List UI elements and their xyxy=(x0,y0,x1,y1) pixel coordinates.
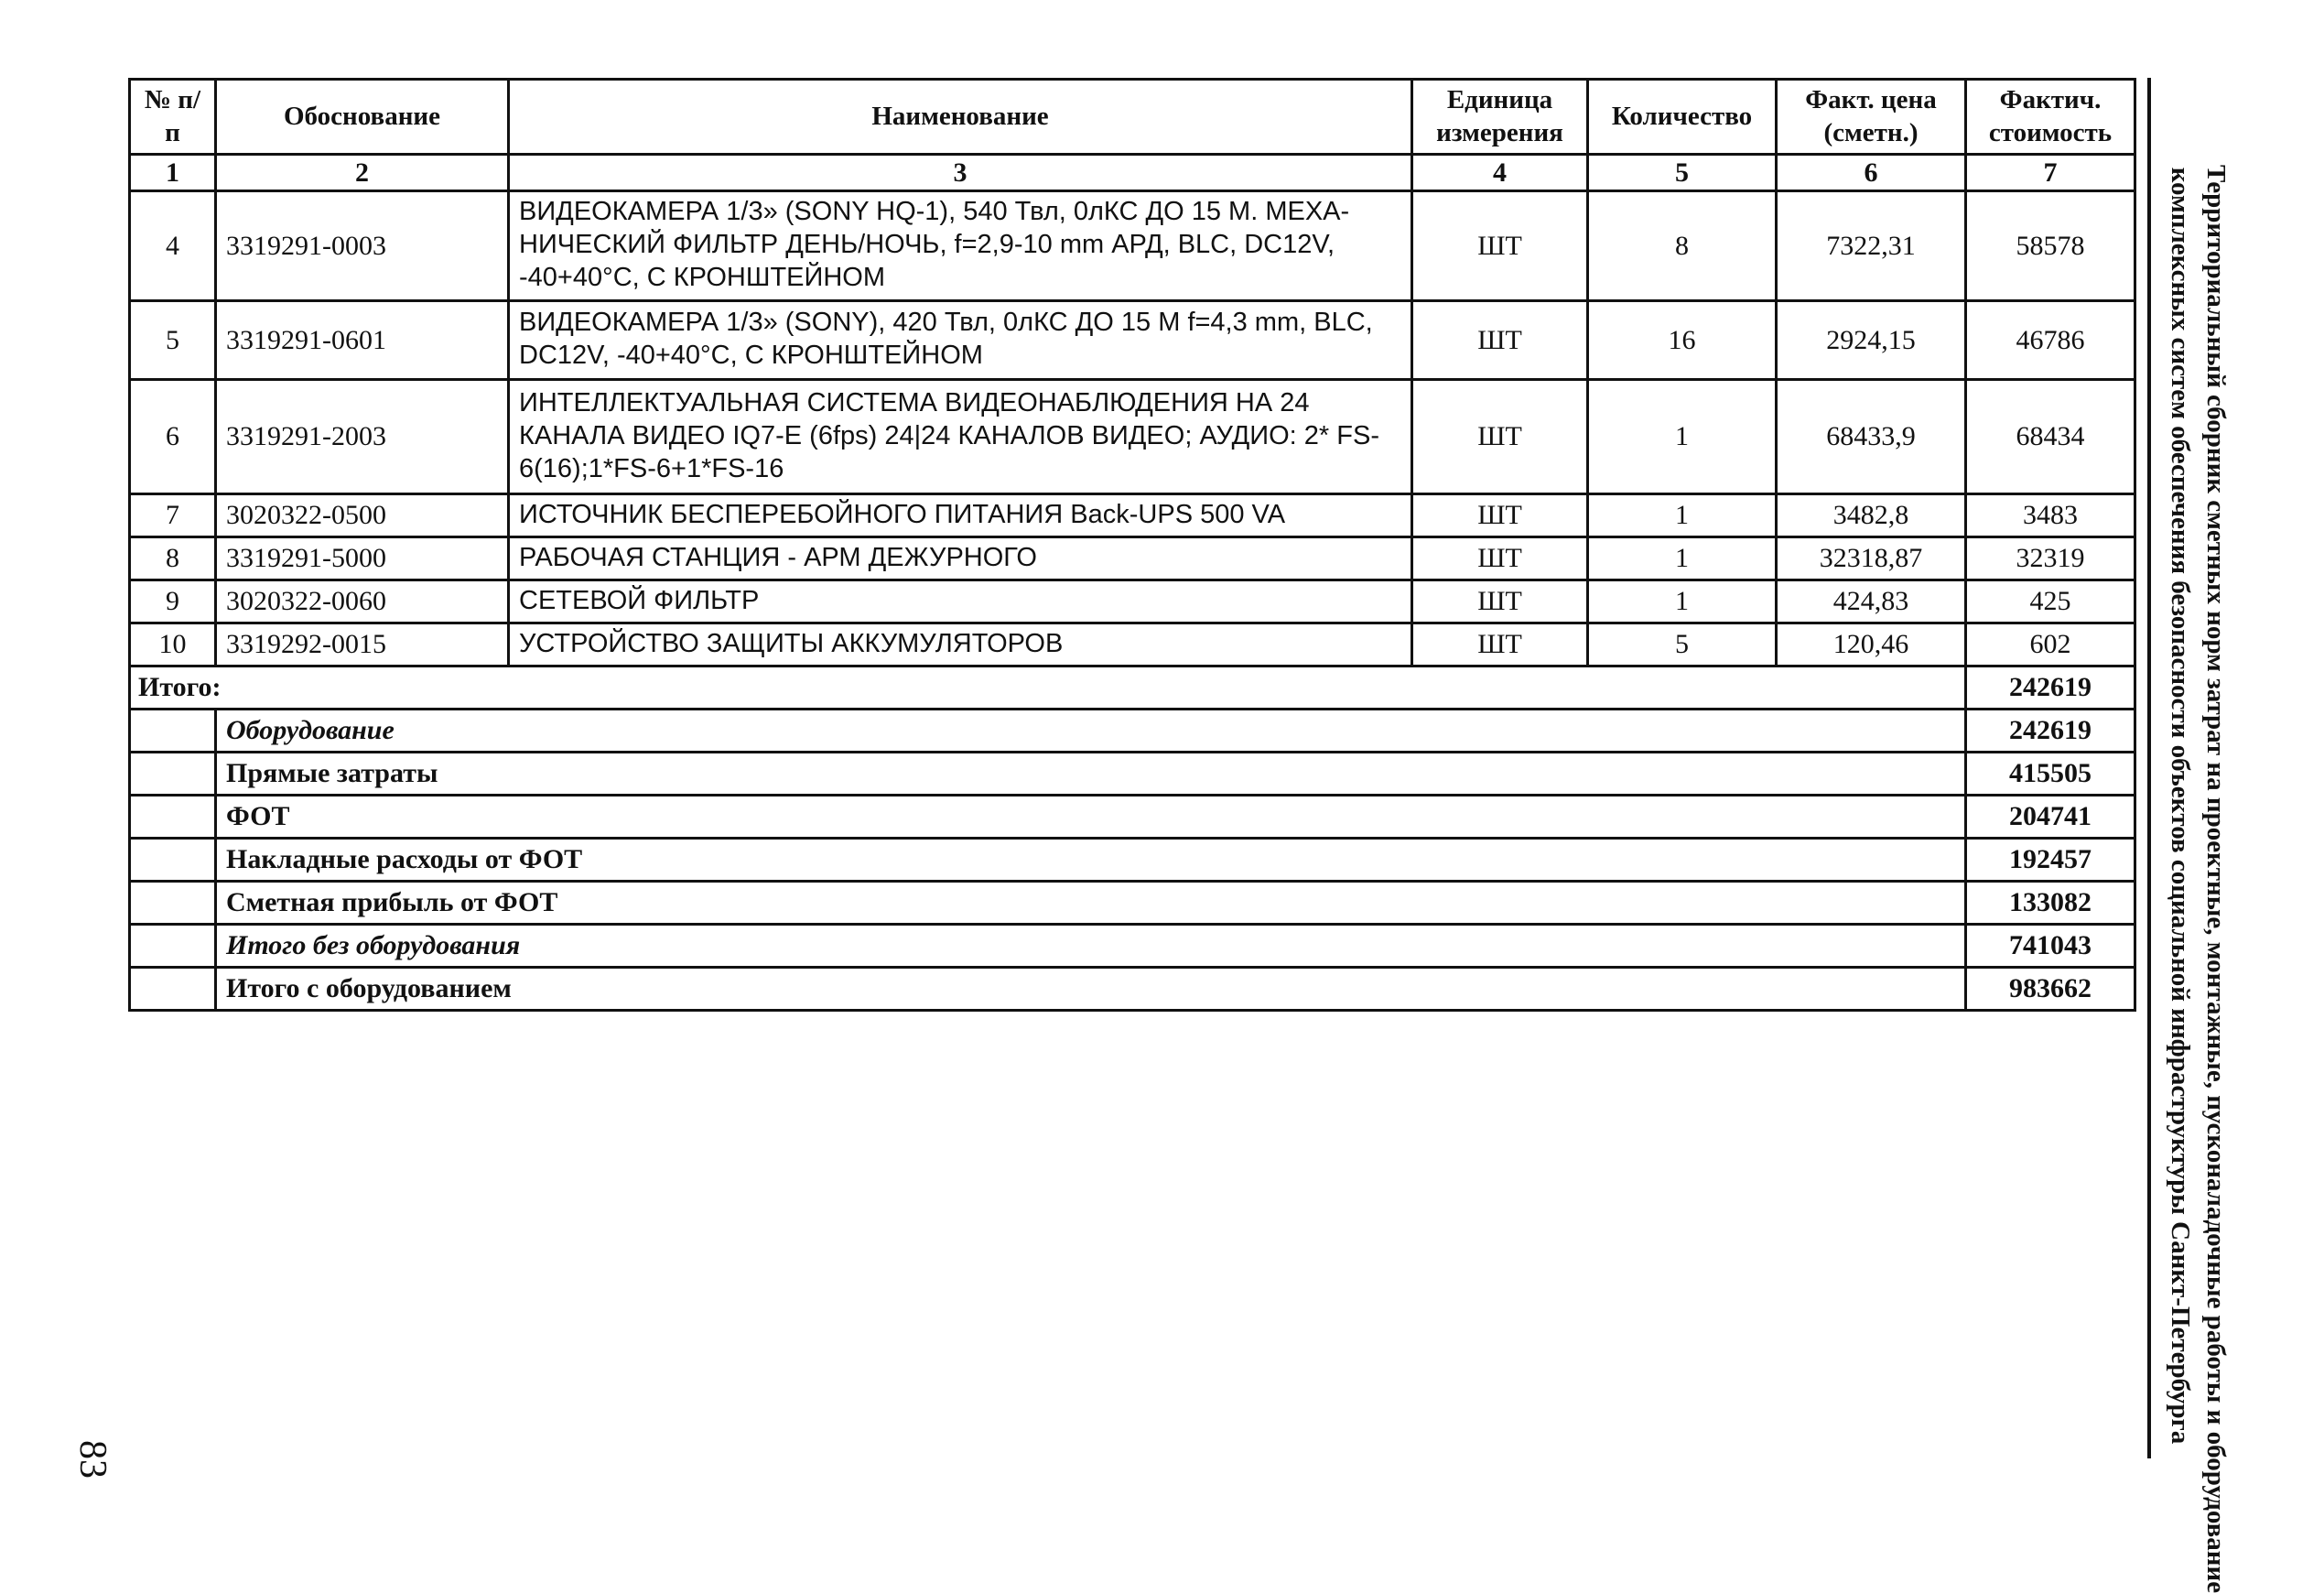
row-qty: 16 xyxy=(1588,300,1777,379)
row-name: ВИДЕОКАМЕРА 1/3» (SONY HQ-1), 540 Твл, 0лКС ДО 15 М. МЕХА-НИЧЕСКИЙ ФИЛЬТР ДЕНЬ/НОЧЬ, f=2,9-10 mm АРД, BLC, DC12V, -40+40°С, С КРОНШТЕЙНОМ xyxy=(509,190,1412,300)
total-row xyxy=(130,666,2135,709)
row-cost: 68434 xyxy=(1966,379,2135,493)
summary-label: Оборудование xyxy=(216,709,1966,752)
row-unit: ШТ xyxy=(1412,300,1588,379)
page-number: 83 xyxy=(71,1440,113,1479)
summary-row xyxy=(130,709,2135,752)
summary-spacer xyxy=(130,967,216,1010)
column-number: 2 xyxy=(216,154,509,190)
summary-spacer xyxy=(130,795,216,838)
summary-row xyxy=(130,838,2135,881)
summary-spacer xyxy=(130,709,216,752)
row-code: 3319291-0003 xyxy=(216,190,509,300)
row-unit: ШТ xyxy=(1412,623,1588,666)
running-header-line: комплексных систем обеспечения безопасности объектов социальной инфраструктуры Санкт-Петербурга xyxy=(2165,167,2195,1445)
row-price: 2924,15 xyxy=(1777,300,1966,379)
table-row xyxy=(130,536,2135,580)
header-cell: Факт. цена (сметн.) xyxy=(1777,80,1966,155)
header-row xyxy=(130,80,2135,155)
summary-row xyxy=(130,881,2135,924)
row-unit: ШТ xyxy=(1412,190,1588,300)
row-number: 9 xyxy=(130,580,216,623)
row-cost: 58578 xyxy=(1966,190,2135,300)
column-number: 7 xyxy=(1966,154,2135,190)
table-row xyxy=(130,623,2135,666)
header-cell: Наименование xyxy=(509,80,1412,155)
table-row xyxy=(130,379,2135,493)
row-unit: ШТ xyxy=(1412,536,1588,580)
table-row xyxy=(130,580,2135,623)
row-price: 7322,31 xyxy=(1777,190,1966,300)
summary-spacer xyxy=(130,881,216,924)
row-code: 3319291-5000 xyxy=(216,536,509,580)
row-unit: ШТ xyxy=(1412,493,1588,536)
row-qty: 1 xyxy=(1588,493,1777,536)
row-cost: 602 xyxy=(1966,623,2135,666)
row-price: 32318,87 xyxy=(1777,536,1966,580)
column-number: 6 xyxy=(1777,154,1966,190)
header-cell: Фактич. стоимость xyxy=(1966,80,2135,155)
summary-label: Итого без оборудования xyxy=(216,924,1966,967)
summary-spacer xyxy=(130,838,216,881)
summary-value: 415505 xyxy=(1966,752,2135,795)
row-name: РАБОЧАЯ СТАНЦИЯ - АРМ ДЕЖУРНОГО xyxy=(509,536,1412,580)
row-cost: 32319 xyxy=(1966,536,2135,580)
column-number-row xyxy=(130,154,2135,190)
row-code: 3319291-0601 xyxy=(216,300,509,379)
column-number: 5 xyxy=(1588,154,1777,190)
row-code: 3319291-2003 xyxy=(216,379,509,493)
row-price: 68433,9 xyxy=(1777,379,1966,493)
row-number: 4 xyxy=(130,190,216,300)
row-price: 120,46 xyxy=(1777,623,1966,666)
row-unit: ШТ xyxy=(1412,379,1588,493)
summary-label: Сметная прибыль от ФОТ xyxy=(216,881,1966,924)
summary-label: Итого с оборудованием xyxy=(216,967,1966,1010)
row-name: ВИДЕОКАМЕРА 1/3» (SONY), 420 Твл, 0лКС ДО 15 М f=4,3 mm, BLC, DC12V, -40+40°С, С КРОНШТЕЙНОМ xyxy=(509,300,1412,379)
row-unit: ШТ xyxy=(1412,580,1588,623)
running-header xyxy=(2162,165,2233,1593)
column-number: 1 xyxy=(130,154,216,190)
column-number: 3 xyxy=(509,154,1412,190)
summary-label: Накладные расходы от ФОТ xyxy=(216,838,1966,881)
row-qty: 5 xyxy=(1588,623,1777,666)
row-number: 5 xyxy=(130,300,216,379)
summary-row xyxy=(130,924,2135,967)
summary-spacer xyxy=(130,924,216,967)
total-label: Итого: xyxy=(130,666,1966,709)
row-price: 3482,8 xyxy=(1777,493,1966,536)
header-cell: Обоснование xyxy=(216,80,509,155)
row-qty: 1 xyxy=(1588,536,1777,580)
summary-value: 133082 xyxy=(1966,881,2135,924)
table-row xyxy=(130,493,2135,536)
row-name: ИСТОЧНИК БЕСПЕРЕБОЙНОГО ПИТАНИЯ Back-UPS 500 VA xyxy=(509,493,1412,536)
row-cost: 425 xyxy=(1966,580,2135,623)
row-number: 8 xyxy=(130,536,216,580)
summary-spacer xyxy=(130,752,216,795)
row-code: 3020322-0060 xyxy=(216,580,509,623)
row-code: 3319292-0015 xyxy=(216,623,509,666)
table-row xyxy=(130,190,2135,300)
header-cell: Единица измерения xyxy=(1412,80,1588,155)
row-name: ИНТЕЛЛЕКТУАЛЬНАЯ СИСТЕМА ВИДЕОНАБЛЮДЕНИЯ НА 24 КАНАЛА ВИДЕО IQ7-E (6fps) 24|24 КАНАЛОВ ВИДЕО; АУДИО: 2* FS-6(16);1*FS-6+1*FS-16 xyxy=(509,379,1412,493)
row-qty: 8 xyxy=(1588,190,1777,300)
row-qty: 1 xyxy=(1588,580,1777,623)
row-code: 3020322-0500 xyxy=(216,493,509,536)
total-value: 242619 xyxy=(1966,666,2135,709)
column-number: 4 xyxy=(1412,154,1588,190)
summary-row xyxy=(130,752,2135,795)
summary-value: 983662 xyxy=(1966,967,2135,1010)
running-header-line: Территориальный сборник сметных норм затрат на проектные, монтажные, пусконаладочные работы и оборудование xyxy=(2201,165,2231,1593)
row-cost: 46786 xyxy=(1966,300,2135,379)
row-name: СЕТЕВОЙ ФИЛЬТР xyxy=(509,580,1412,623)
header-cell: Количество xyxy=(1588,80,1777,155)
row-number: 10 xyxy=(130,623,216,666)
sidebar-rule xyxy=(2147,78,2151,1458)
row-number: 7 xyxy=(130,493,216,536)
summary-value: 204741 xyxy=(1966,795,2135,838)
row-cost: 3483 xyxy=(1966,493,2135,536)
row-price: 424,83 xyxy=(1777,580,1966,623)
summary-row xyxy=(130,967,2135,1010)
summary-row xyxy=(130,795,2135,838)
header-cell: № п/п xyxy=(130,80,216,155)
table-row xyxy=(130,300,2135,379)
row-number: 6 xyxy=(130,379,216,493)
summary-label: Прямые затраты xyxy=(216,752,1966,795)
row-qty: 1 xyxy=(1588,379,1777,493)
row-name: УСТРОЙСТВО ЗАЩИТЫ АККУМУЛЯТОРОВ xyxy=(509,623,1412,666)
summary-value: 242619 xyxy=(1966,709,2135,752)
estimate-table xyxy=(128,78,2136,1012)
summary-value: 741043 xyxy=(1966,924,2135,967)
summary-value: 192457 xyxy=(1966,838,2135,881)
summary-label: ФОТ xyxy=(216,795,1966,838)
